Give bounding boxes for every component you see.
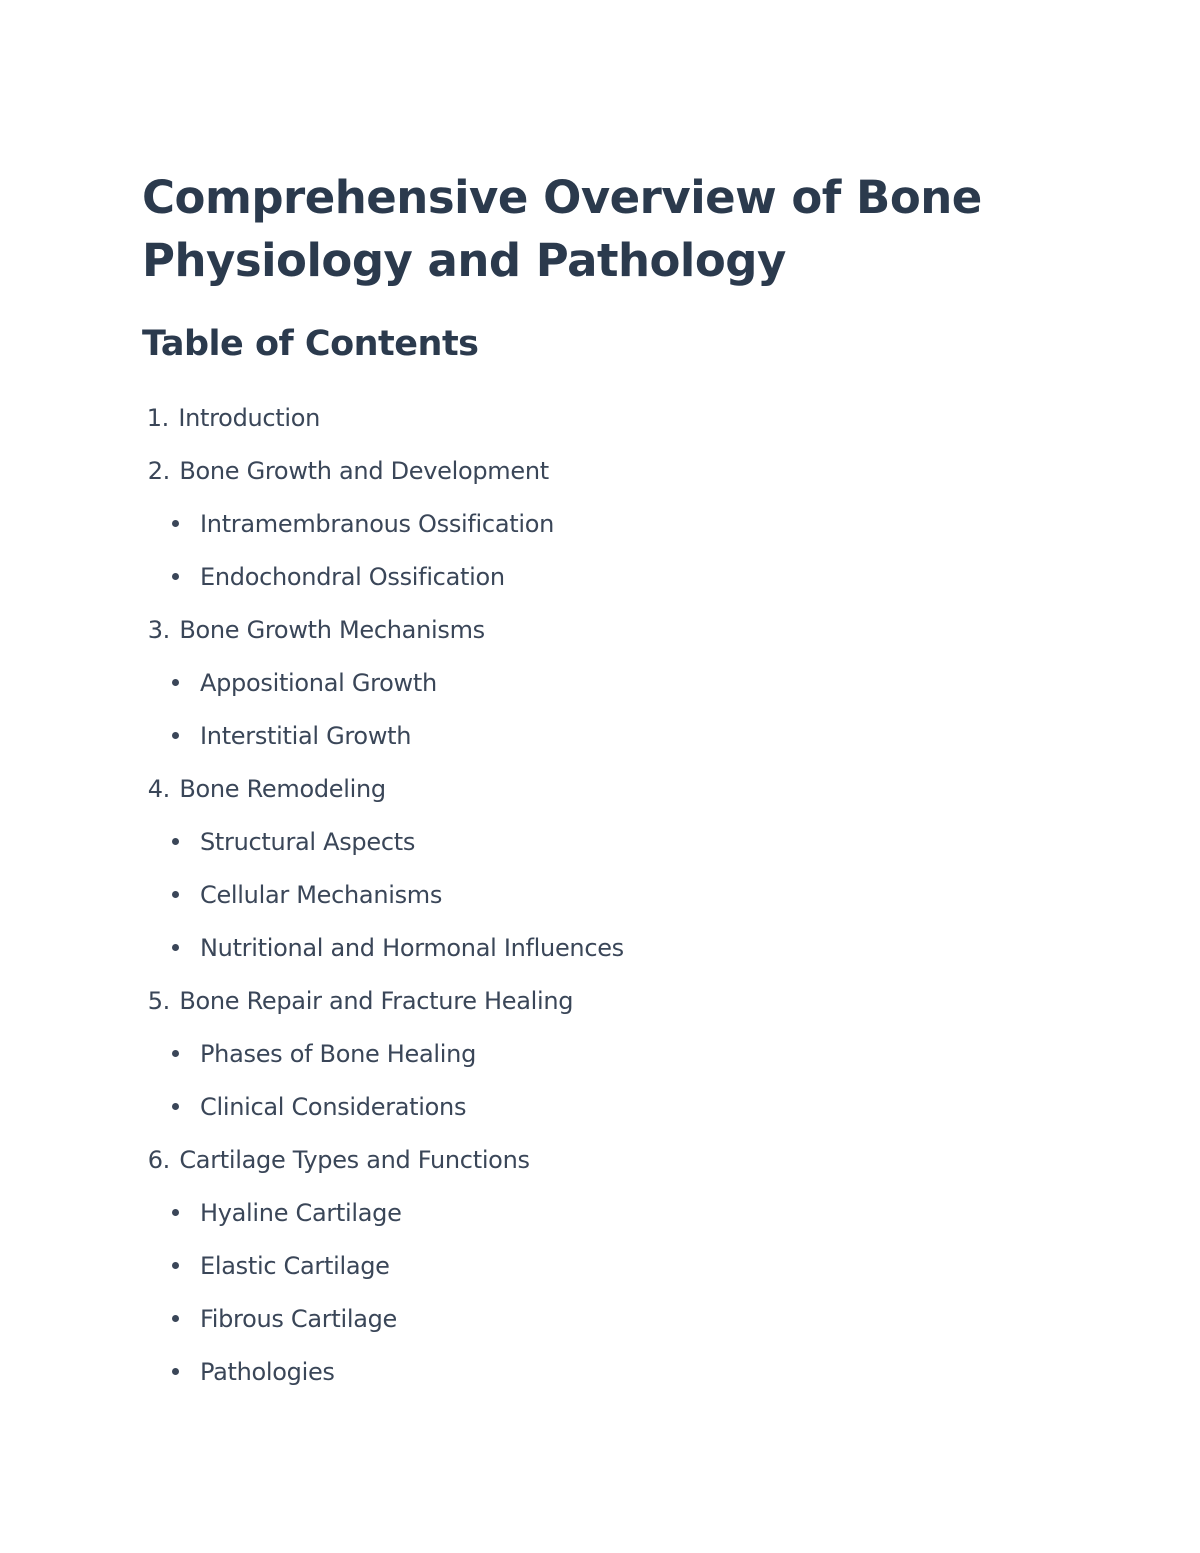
toc-subitem-fibrous-cartilage[interactable]: [142, 1293, 1062, 1346]
toc-sublist-wrapper: [142, 1028, 1062, 1134]
toc-sublist: [142, 816, 1062, 975]
toc-number: 5.: [147, 987, 170, 1015]
toc-item-label: Cartilage Types and Functions: [179, 1146, 530, 1174]
toc-item-bone-growth-and-development[interactable]: [142, 445, 1062, 498]
toc-subitem-cellular-mechanisms[interactable]: [142, 869, 1062, 922]
toc-sublist: [142, 498, 1062, 604]
bullet-icon: [172, 944, 179, 951]
toc-subitem-label: Phases of Bone Healing: [200, 1040, 477, 1068]
bullet-icon: [172, 1315, 179, 1322]
toc-subitem-appositional-growth[interactable]: [142, 657, 1062, 710]
toc-subitem-clinical-considerations[interactable]: [142, 1081, 1062, 1134]
toc-subitem-label: Interstitial Growth: [200, 722, 412, 750]
toc-number: 4.: [147, 775, 170, 803]
document-page: [142, 166, 1062, 1399]
bullet-icon: [172, 573, 179, 580]
toc-item-label: Bone Growth Mechanisms: [179, 616, 485, 644]
bullet-icon: [172, 732, 179, 739]
bullet-icon: [172, 1103, 179, 1110]
toc-item-label: Bone Repair and Fracture Healing: [179, 987, 574, 1015]
toc-subitem-label: Endochondral Ossification: [200, 563, 505, 591]
toc-subitem-elastic-cartilage[interactable]: [142, 1240, 1062, 1293]
toc-item-label: Bone Growth and Development: [179, 457, 549, 485]
toc-sublist: [142, 1028, 1062, 1134]
toc-item-bone-repair-and-fracture-healing[interactable]: [142, 975, 1062, 1028]
toc-subitem-label: Fibrous Cartilage: [200, 1305, 398, 1333]
toc-subitem-intramembranous-ossification[interactable]: [142, 498, 1062, 551]
toc-item-introduction[interactable]: [142, 392, 1062, 445]
toc-number: 1.: [146, 404, 169, 432]
toc-number: 2.: [147, 457, 170, 485]
toc-subitem-hyaline-cartilage[interactable]: [142, 1187, 1062, 1240]
toc-subitem-label: Clinical Considerations: [200, 1093, 467, 1121]
toc-subitem-label: Appositional Growth: [200, 669, 437, 697]
toc-item-label: Introduction: [178, 404, 321, 432]
toc-item-bone-remodeling[interactable]: [142, 763, 1062, 816]
toc-item-bone-growth-mechanisms[interactable]: [142, 604, 1062, 657]
toc-subitem-structural-aspects[interactable]: [142, 816, 1062, 869]
bullet-icon: [172, 891, 179, 898]
bullet-icon: [172, 1209, 179, 1216]
toc-sublist-wrapper: [142, 816, 1062, 975]
toc-subitem-label: Nutritional and Hormonal Influences: [200, 934, 624, 962]
toc-subitem-nutritional-and-hormonal-influences[interactable]: [142, 922, 1062, 975]
toc-sublist-wrapper: [142, 498, 1062, 604]
document-title: [142, 166, 1062, 292]
toc-heading: Table of Contents: [142, 324, 479, 364]
toc-subitem-pathologies[interactable]: [142, 1346, 1062, 1399]
document-title-line-2: Physiology and Pathology: [142, 234, 786, 287]
toc-subitem-label: Cellular Mechanisms: [200, 881, 443, 909]
bullet-icon: [172, 1368, 179, 1375]
toc-sublist: [142, 657, 1062, 763]
toc-sublist-wrapper: [142, 1187, 1062, 1399]
bullet-icon: [172, 838, 179, 845]
bullet-icon: [172, 679, 179, 686]
toc-number: 3.: [147, 616, 170, 644]
bullet-icon: [172, 1050, 179, 1057]
toc-number: 6.: [147, 1146, 170, 1174]
toc-item-cartilage-types-and-functions[interactable]: [142, 1134, 1062, 1187]
toc-subitem-label: Elastic Cartilage: [200, 1252, 390, 1280]
toc-sublist-wrapper: [142, 657, 1062, 763]
bullet-icon: [172, 520, 179, 527]
toc-subitem-label: Pathologies: [200, 1358, 335, 1386]
toc-subitem-label: Structural Aspects: [200, 828, 416, 856]
toc-sublist: [142, 1187, 1062, 1399]
toc-subitem-label: Intramembranous Ossification: [200, 510, 555, 538]
toc-subitem-phases-of-bone-healing[interactable]: [142, 1028, 1062, 1081]
table-of-contents: [142, 392, 1062, 1399]
bullet-icon: [172, 1262, 179, 1269]
document-title-line-1: Comprehensive Overview of Bone: [142, 171, 982, 224]
toc-subitem-label: Hyaline Cartilage: [200, 1199, 402, 1227]
toc-subitem-endochondral-ossification[interactable]: [142, 551, 1062, 604]
toc-subitem-interstitial-growth[interactable]: [142, 710, 1062, 763]
toc-item-label: Bone Remodeling: [179, 775, 386, 803]
